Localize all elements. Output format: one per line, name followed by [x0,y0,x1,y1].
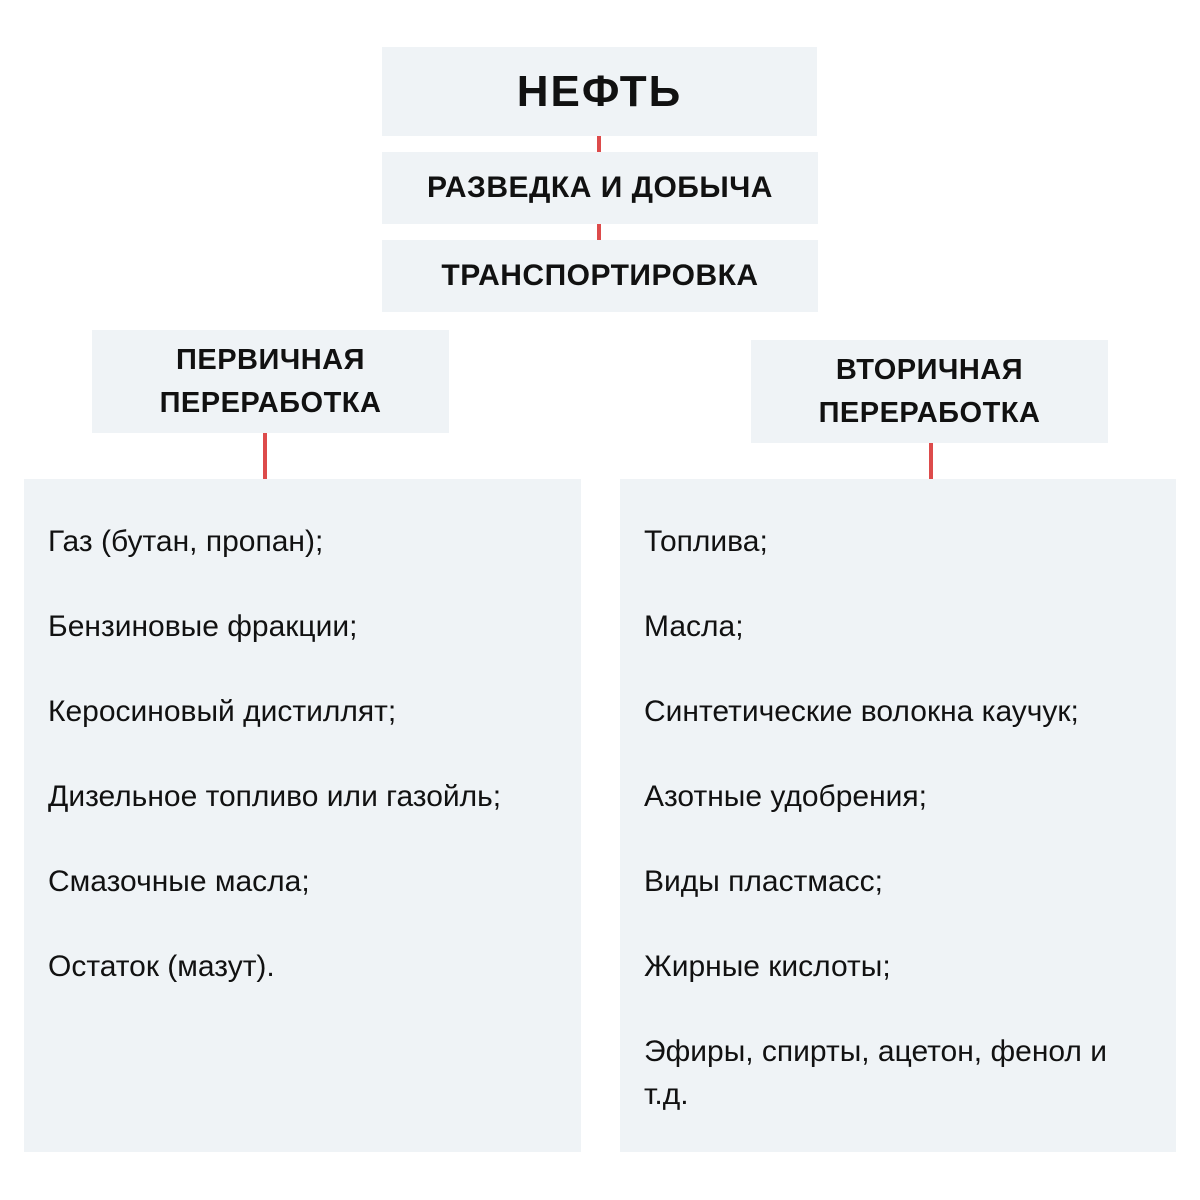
exploration-node-label: РАЗВЕДКА И ДОБЫЧА [427,171,773,204]
primary-product-item: Смазочные масла; [48,865,310,898]
primary-title-line-2: ПЕРЕРАБОТКА [159,386,382,419]
primary-product-item: Газ (бутан, пропан); [48,525,324,558]
secondary-products-list [644,520,1152,1116]
secondary-product-item: Эфиры, спирты, ацетон, фенол и т.д. [644,1035,1108,1111]
secondary-processing-title [819,349,1041,435]
root-node-oil [382,47,817,136]
exploration-node [382,152,818,224]
primary-product-item: Остаток (мазут). [48,950,275,983]
secondary-product-item: Виды пластмасс; [644,865,883,898]
connector-root-to-exploration [597,136,601,152]
primary-products-list [48,520,557,988]
primary-products-panel [24,479,581,1152]
connector-primary-to-list [263,433,267,479]
primary-product-item: Бензиновые фракции; [48,610,358,643]
connector-secondary-to-list [929,443,933,479]
secondary-product-item: Топлива; [644,525,768,558]
primary-processing-title [160,339,382,425]
primary-processing-node [92,330,449,433]
connector-exploration-to-transport [597,224,601,240]
secondary-product-item: Жирные кислоты; [644,950,891,983]
secondary-product-item: Азотные удобрения; [644,780,927,813]
primary-title-line-1: ПЕРВИЧНАЯ [176,343,365,376]
primary-product-item: Керосиновый дистиллят; [48,695,397,728]
primary-product-item: Дизельное топливо или газойль; [48,780,502,813]
secondary-products-panel [620,479,1176,1152]
secondary-processing-node [751,340,1108,443]
secondary-product-item: Масла; [644,610,744,643]
secondary-product-item: Синтетические волокна каучук; [644,695,1079,728]
secondary-title-line-1: ВТОРИЧНАЯ [835,353,1024,386]
transport-node [382,240,818,312]
secondary-title-line-2: ПЕРЕРАБОТКА [818,396,1041,429]
root-node-label: НЕФТЬ [516,66,683,116]
transport-node-label: ТРАНСПОРТИРОВКА [441,259,759,292]
